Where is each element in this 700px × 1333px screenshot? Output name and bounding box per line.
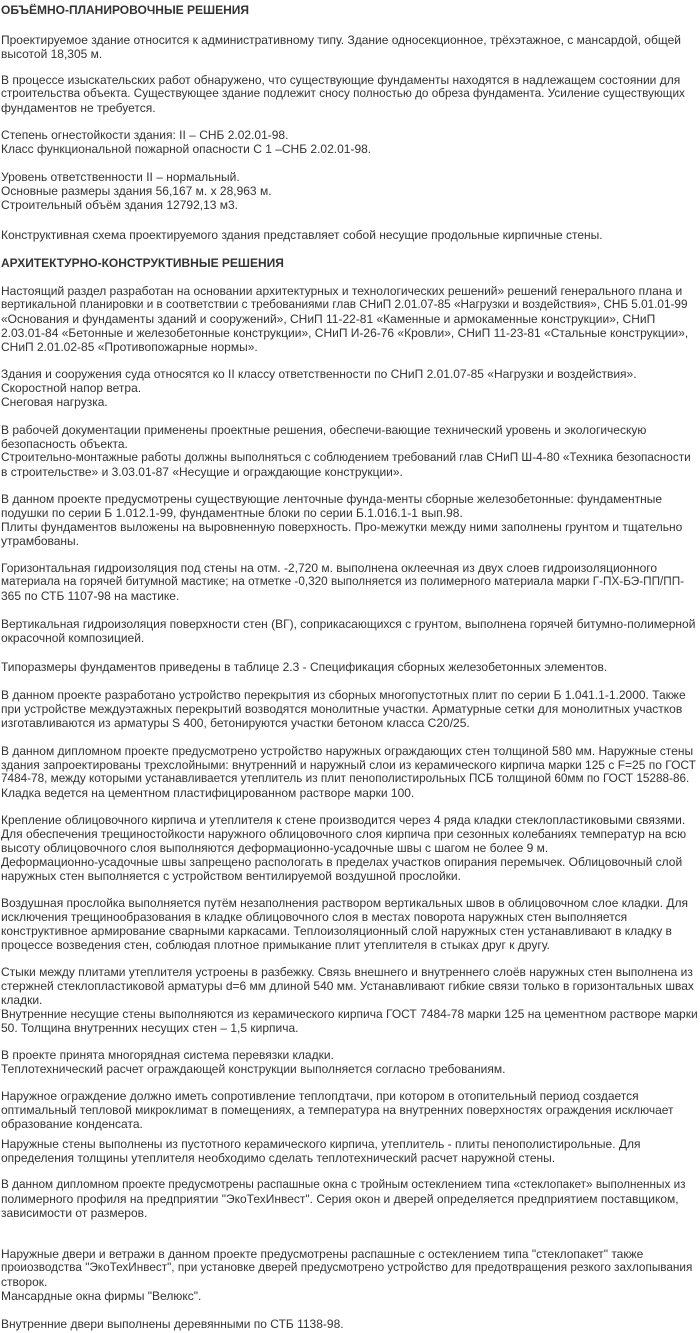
text-line: наружных стен выполняется с устройством вентилируемой воздушной прослойки. [1,869,461,883]
text-line: Плиты фундаментов выложены на выровненную поверхность. Про-межутки между ними заполнены грунтом и тщательно [1,520,683,534]
text-line: строительства объекта. Существующее здание подлежит сносу полностью до обреза фундамента. Усиление существующих [1,87,685,100]
text-line: Конструктивная схема проектируемого здания представляет собой несущие продольные кирпичные стены. [1,228,603,242]
body-paragraph [1,744,698,800]
text-line: высотой 18,305 м. [1,47,103,61]
text-line: Степень огнестойкости здания: II – СНБ 2.02.01-98. [1,128,289,142]
text-line: проиозводства "ЭкоТехИнвест", при установке дверей предусмотрено устройство для предотвращения резкого захлопывания [1,1261,693,1274]
body-paragraph [1,170,698,212]
text-line: безопасность объекта. [1,437,128,451]
text-line: В данном дипломном проекте предусмотрено устройство наружных ограждающих стен толщиной 580 мм. Наружные стены [1,744,694,758]
text-line: «Основания и фундаменты зданий и сооружений», СНиП 11-22-81 «Каменные и армокаменные конструкции», СНиП [1,312,656,326]
text-line: Проектируемое здание относится к административному типу. Здание односекционное, трёхэтажное, с мансардой, общей [1,33,681,47]
text-line: Основные размеры здания 56,167 м. х 28,963 м. [1,184,272,198]
text-line: Горизонтальная гидроизоляция под стены на отм. -2,720 м. выполнена оклеечная из двух слоев гидроизоляционного [1,561,658,575]
text-line: Строительно-монтажные работы должны выполняться с соблюдением требований глав СНиП Ш-4-80 «Техника безопасности [1,451,691,464]
body-paragraph [1,367,698,409]
text-line: Стыки между плитами утеплителя устроены в разбежку. Связь внешнего и внутреннего слоёв наружных стен выполнена из [1,965,693,979]
text-line: Внутренние двери выполнены деревянными по СТБ 1138-98. [1,1317,344,1331]
text-line: стержней стеклопластиковой арматуры d=6 мм длиной 540 мм. Устанавливают гибкие связи только в горизонтальных швах [1,979,694,993]
text-line: В данном проекте предусмотрены существующие ленточные фунда-менты сборные железобетонные: фундаментные [1,492,663,506]
text-line: высоту облицовочного слоя выполняются деформационно-усадочные швы с шагом не более 9 м. [1,841,549,855]
text-line: полимерного профиля на предприятии "ЭкоТехИнвест". Серия окон и дверей определяется предприятием поставщиком, [1,1192,679,1206]
text-line: Деформационно-усадочные швы запрещено распологать в пределах участков опирания перемычек. Облицовочный слой [1,855,683,869]
body-paragraph [1,1317,698,1331]
section-heading-space-planning: ОБЪЁМНО-ПЛАНИРОВОЧНЫЕ РЕШЕНИЯ [1,3,250,17]
body-paragraph [1,965,698,1035]
text-line: в строительстве» и 3.03.01-87 «Несущие и ограждающие конструкции». [1,465,403,479]
text-line: Здания и сооружения суда относятся ко II классу ответственности по СНиП 2.01.07-85 «Нагрузки и воздействия». [1,367,637,381]
body-paragraph [1,896,698,952]
text-line: Для обеспечения трещиностойкости наружного облицовочного слоя кирпича при сезонных колебаниях температур на всю [1,827,687,841]
text-line: вертикальной планировки и в соответствии с требованиями глав СНиП 2.01.07-85 «Нагрузки и воздействия», СНБ 5.01.01-99 [1,298,688,311]
text-line: 7484-78, между которыми устанавливается утеплитель из плит пенополистирольных ПСБ толщиной 60мм по ГОСТ 15288-86. [1,772,690,785]
body-paragraph [1,423,698,479]
body-paragraph [1,688,698,730]
text-line: Наружные стены выполнены из пустотного керамического кирпича, утеплитель - плиты пенополистирольные. Для [1,1137,641,1151]
body-paragraph [1,128,698,156]
body-paragraph [1,33,698,61]
text-line: Воздушная прослойка выполняется путём незаполнения раствором вертикальных швов в облицовочном слое кладки. Для [1,896,689,910]
body-paragraph [1,1089,698,1131]
text-line: Типоразмеры фундаментов приведены в таблице 2.3 - Спецификация сборных железобетонных элементов. [1,660,608,674]
text-line: В проекте принята многорядная система перевязки кладки. [1,1048,334,1062]
text-line: 365 по СТБ 1107-98 на мастике. [1,589,180,603]
text-line: процессе возведения стен, соблюдая плотное примыкание плит утеплителя в стыках друг к другу. [1,938,550,952]
section-heading-architectural-structural: АРХИТЕКТУРНО-КОНСТРУКТИВНЫЕ РЕШЕНИЯ [1,256,284,270]
body-paragraph [1,228,698,242]
body-paragraph [1,813,698,883]
body-paragraph [1,1137,698,1165]
body-paragraph [1,492,698,548]
text-line: исключения трещинообразования в кладке облицовочного слоя в местах поворота наружных стен выполняется [1,910,628,924]
text-line: 50. Толщина внутренних несущих стен – 1,5 кирпича. [1,1021,299,1035]
body-paragraph [1,617,698,645]
text-line: Уровень ответственности II – нормальный. [1,170,240,184]
text-line: при устройстве междуэтажных перекрытий возводятся монолитные участки. Арматурные сетки для монолитных участков [1,702,683,716]
text-line: утрамбованы. [1,534,80,548]
text-line: определения толщины утеплителя необходимо сделать теплотехнический расчет наружной стены. [1,1151,556,1165]
text-line: изготавливаются из арматуры S 400, бетонируются участки бетоном класса С20/25. [1,716,470,730]
text-line: здания запроектированы трехслойными: внутренний и наружный слои из керамического кирпича марки 125 с F=25 по ГОСТ [1,758,696,772]
body-paragraph [1,660,698,674]
text-line: Кладка ведется на цементном пластифицированном растворе марки 100. [1,786,415,800]
body-paragraph [1,1178,698,1220]
body-paragraph [1,1247,698,1303]
text-line: Скоростной напор ветра. [1,381,142,395]
text-line: Крепление облицовочного кирпича и утеплителя к стене производится через 4 ряда кладки стеклопластиковыми связями. [1,813,686,827]
text-line: фундаментов не требуется. [1,101,156,115]
body-paragraph [1,284,698,354]
text-line: подушки по серии Б 1.012.1-99, фундаментные блоки по серии Б.1.016.1-1 вып.98. [1,506,463,520]
body-paragraph [1,73,698,115]
text-line: Теплотехнический расчет ограждающей конструкции выполняется согласно требованиям. [1,1062,506,1076]
text-line: Мансардные окна фирмы "Велюкс". [1,1289,202,1303]
text-line: кладки. [1,993,43,1007]
text-line: конструктивное армирование сварными каркасами. Теплоизоляционный слой наружных стен устанавливают в кладку в [1,924,672,938]
text-line: Класс функциональной пожарной опасности С 1 –СНБ 2.02.01-98. [1,142,372,156]
text-line: Наружные двери и ветражи в данном проекте предусмотрены распашные с остеклением типа "стеклопакет" также [1,1247,644,1261]
text-line: материала на горячей битумной мастике; на отметке -0,320 выполняется из полимерного материала марки Г-ПХ-БЭ-ПП/ПП- [1,575,685,588]
text-line: Настоящий раздел разработан на основании архитектурных и технологических решений» решений генерального плана и [1,284,683,298]
body-paragraph [1,1048,698,1076]
text-line: зависимости от размеров. [1,1206,148,1220]
text-line: Наружное ограждение должно иметь сопротивление теплопдтачи, при котором в отопительный период создается [1,1089,639,1103]
text-line: СНиП 2.01.02-85 «Противопожарные нормы». [1,340,258,354]
body-paragraph [1,561,698,603]
text-line: образование конденсата. [1,1117,143,1131]
text-line: В рабочей документации применены проектные решения, обеспечи-вающие технический уровень и экологическую [1,423,647,437]
text-line: Снеговая нагрузка. [1,395,108,409]
text-line: оптимальный тепловой микроклимат в помещениях, а температура на внутренних поверхностях ограждения исключает [1,1103,674,1117]
text-line: 2.03.01-84 «Бетонные и железобетонные конструкции», СНиП И-26-76 «Кровли», СНиП 11-23-81 «Стальные конструкции», [1,326,689,340]
text-line: Внутренние несущие стены выполняются из керамического кирпича ГОСТ 7484-78 марки 125 на цементном растворе марки [1,1007,698,1021]
text-line: Строительный объём здания 12792,13 м3. [1,198,239,212]
text-line: В данном проекте разработано устройство перекрытия из сборных многопустотных плит по серии Б 1.041.1-1.2000. Также [1,688,686,702]
text-line: В данном дипломном проекте предусмотрены распашные окна с тройным остеклением типа «стеклопакет» выполненных из [1,1178,686,1191]
text-line: окрасочной композицией. [1,631,145,645]
text-line: створок. [1,1275,48,1289]
text-line: В процессе изыскательских работ обнаружено, что существующие фундаменты находятся в надлежащем состоянии для [1,73,681,87]
text-line: Вертикальная гидроизоляция поверхности стен (ВГ), соприкасающихся с грунтом, выполнена горячей битумно-полимерной [1,617,696,631]
